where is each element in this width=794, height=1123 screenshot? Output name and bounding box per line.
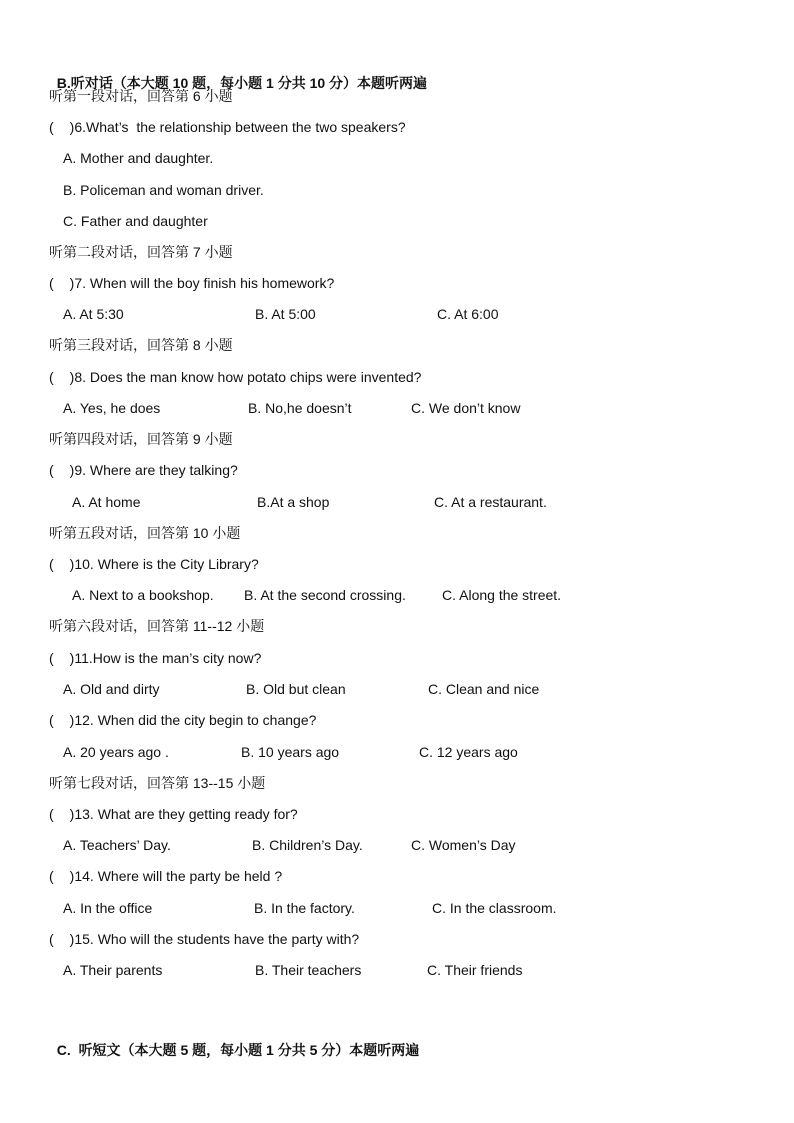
answer-blank-close: ): [69, 868, 75, 884]
option-11-b: B. Old but clean: [246, 681, 346, 697]
question-text: 6.What’s the relationship between the two speakers?: [74, 119, 406, 135]
option-10-a: A. Next to a bookshop.: [72, 587, 214, 603]
option-7-a: A. At 5:30: [63, 306, 124, 322]
option-10-c: C. Along the street.: [442, 587, 562, 603]
question-text: 7. When will the boy finish his homework?: [74, 275, 335, 291]
answer-blank-open: (: [49, 275, 54, 291]
dialogue-intro-7: 听第七段对话，回答第 13--15 小题: [49, 775, 266, 791]
section-b-label: B.: [56, 75, 71, 91]
answer-blank-close: ): [69, 931, 75, 947]
question-6: [49, 118, 406, 136]
answer-blank-open: (: [49, 868, 54, 884]
option-7-b: B. At 5:00: [255, 306, 316, 322]
option-12-c: C. 12 years ago: [419, 744, 518, 760]
option-6-c: C. Father and daughter: [63, 213, 208, 229]
option-15-c: C. Their friends: [427, 962, 523, 978]
answer-blank-open: (: [49, 650, 54, 666]
option-15-a: A. Their parents: [63, 962, 163, 978]
answer-blank-close: ): [69, 462, 75, 478]
section-c-label: C.: [56, 1042, 71, 1058]
answer-blank-close: ): [69, 275, 75, 291]
dialogue-intro-2: 听第二段对话，回答第 7 小题: [49, 244, 233, 260]
option-8-c: C. We don’t know: [411, 400, 521, 416]
option-14-a: A. In the office: [63, 900, 153, 916]
answer-blank-close: ): [69, 556, 75, 572]
answer-blank-open: (: [49, 806, 54, 822]
answer-blank-open: (: [49, 119, 54, 135]
dialogue-intro-4: 听第四段对话，回答第 9 小题: [49, 431, 233, 447]
question-text: 10. Where is the City Library?: [74, 556, 259, 572]
section-b-title: 听对话（本大题 10 题，每小题 1 分共 10 分）本题听两遍: [70, 75, 428, 91]
answer-blank-open: (: [49, 931, 54, 947]
question-text: 11.How is the man’s city now?: [74, 650, 262, 666]
question-10: [49, 555, 259, 573]
option-13-a: A. Teachers’ Day.: [63, 837, 171, 853]
option-6-b: B. Policeman and woman driver.: [63, 182, 264, 198]
option-10-b: B. At the second crossing.: [244, 587, 406, 603]
question-11: [49, 649, 261, 667]
question-12: [49, 711, 316, 729]
answer-blank-open: (: [49, 556, 54, 572]
question-text: 13. What are they getting ready for?: [74, 806, 298, 822]
dialogue-intro-6: 听第六段对话，回答第 11--12 小题: [49, 618, 265, 634]
answer-blank-close: ): [69, 712, 75, 728]
question-text: 9. Where are they talking?: [74, 462, 238, 478]
question-7: [49, 274, 334, 292]
option-8-b: B. No,he doesn’t: [248, 400, 352, 416]
option-12-b: B. 10 years ago: [241, 744, 340, 760]
question-text: 15. Who will the students have the party with?: [74, 931, 360, 947]
option-15-b: B. Their teachers: [255, 962, 362, 978]
question-14: [49, 867, 282, 885]
question-text: 8. Does the man know how potato chips were invented?: [74, 369, 422, 385]
option-6-a: A. Mother and daughter.: [63, 150, 214, 166]
question-text: 14. Where will the party be held ?: [74, 868, 283, 884]
dialogue-intro-5: 听第五段对话，回答第 10 小题: [49, 525, 241, 541]
answer-blank-close: ): [69, 806, 75, 822]
question-15: [49, 930, 359, 948]
question-text: 12. When did the city begin to change?: [74, 712, 317, 728]
option-14-c: C. In the classroom.: [432, 900, 557, 916]
answer-blank-open: (: [49, 712, 54, 728]
option-9-c: C. At a restaurant.: [434, 494, 547, 510]
answer-blank-open: (: [49, 369, 54, 385]
option-12-a: A. 20 years ago .: [63, 744, 169, 760]
answer-blank-close: ): [69, 369, 75, 385]
option-9-a: A. At home: [72, 494, 141, 510]
option-13-c: C. Women’s Day: [411, 837, 516, 853]
answer-blank-open: (: [49, 462, 54, 478]
section-c-title: 听短文（本大题 5 题，每小题 1 分共 5 分）本题听两遍: [78, 1042, 420, 1058]
option-8-a: A. Yes, he does: [63, 400, 161, 416]
option-13-b: B. Children’s Day.: [252, 837, 363, 853]
answer-blank-close: ): [69, 650, 75, 666]
option-11-a: A. Old and dirty: [63, 681, 160, 697]
answer-blank-close: ): [69, 119, 75, 135]
section-c-heading: [49, 1023, 419, 1059]
option-9-b: B.At a shop: [257, 494, 330, 510]
option-11-c: C. Clean and nice: [428, 681, 540, 697]
option-14-b: B. In the factory.: [254, 900, 355, 916]
question-9: [49, 461, 238, 479]
question-13: [49, 805, 298, 823]
dialogue-intro-1: 听第一段对话，回答第 6 小题: [49, 88, 233, 104]
question-8: [49, 368, 421, 386]
dialogue-intro-3: 听第三段对话，回答第 8 小题: [49, 337, 233, 353]
option-7-c: C. At 6:00: [437, 306, 499, 322]
